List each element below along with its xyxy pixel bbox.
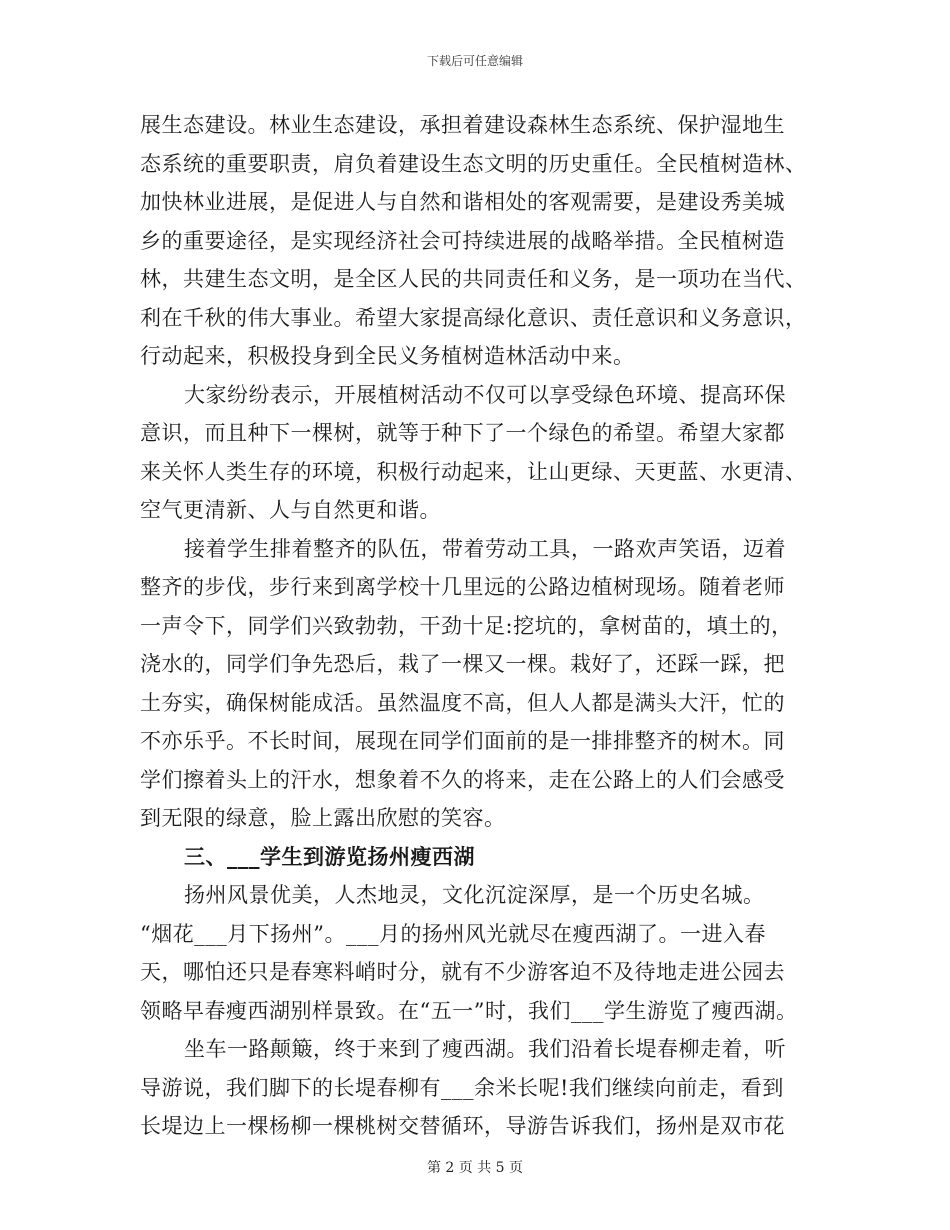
- text-line: 乡的重要途径，是实现经济社会可持续进展的战略举措。全民植树造: [140, 228, 785, 253]
- text-line: 大家纷纷表示，开展植树活动不仅可以享受绿色环境、提高环保: [184, 382, 786, 407]
- section-heading: 三、___学生到游览扬州瘦西湖: [184, 843, 475, 869]
- text-line: 土夯实，确保树能成活。虽然温度不高，但人人都是满头大汗，忙的: [140, 690, 785, 715]
- text-line: 不亦乐乎。不长时间，展现在同学们面前的是一排排整齐的树木。同: [140, 729, 785, 753]
- paragraph-yangzhou: [140, 876, 820, 1030]
- text-line: 行动起来，积极投身到全民义务植树造林活动中来。: [140, 344, 635, 368]
- paragraph-ecology: [140, 106, 820, 376]
- text-line: “烟花___月下扬州”。___月的扬州风光就尽在瘦西湖了。一进入春: [140, 921, 766, 946]
- document-body: [140, 106, 820, 1146]
- text-line: 意识，而且种下一棵树，就等于种下了一个绿色的希望。希望大家都: [140, 421, 785, 445]
- text-line: 利在千秋的伟大事业。希望大家提高绿化意识、责任意识和义务意识，: [140, 305, 807, 330]
- text-line: 展生态建设。林业生态建设，承担着建设森林生态系统、保护湿地生: [140, 113, 785, 137]
- text-line: 学们擦着头上的汗水，想象着不久的将来，走在公路上的人们会感受: [140, 767, 785, 792]
- text-line: 空气更清新、人与自然更和谐。: [140, 498, 441, 522]
- text-line: 接着学生排着整齐的队伍，带着劳动工具，一路欢声笑语，迈着: [184, 536, 786, 561]
- text-line: 导游说，我们脚下的长堤春柳有___余米长呢!我们继续向前走，看到: [140, 1075, 784, 1100]
- text-line: 扬州风景优美，人杰地灵，文化沉淀深厚，是一个历史名城。: [184, 883, 765, 907]
- text-line: 一声令下，同学们兴致勃勃，干劲十足:挖坑的，拿树苗的，填土的，: [140, 613, 793, 638]
- text-line: 坐车一路颠簸，终于来到了瘦西湖。我们沿着长堤春柳走着，听: [184, 1037, 786, 1061]
- paragraph-slender-west-lake: [140, 1030, 820, 1146]
- text-line: 林，共建生态文明，是全区人民的共同责任和义务，是一项功在当代、: [140, 267, 807, 291]
- text-line: 态系统的重要职责，肩负着建设生态文明的历史重任。全民植树造林、: [140, 151, 807, 176]
- text-line: 来关怀人类生存的环境，积极行动起来，让山更绿、天更蓝、水更清、: [140, 459, 807, 484]
- text-line: 长堤边上一棵杨柳一棵桃树交替循环，导游告诉我们，扬州是双市花: [140, 1114, 785, 1138]
- paragraph-response: [140, 376, 820, 530]
- text-line: 到无限的绿意，脸上露出欣慰的笑容。: [140, 806, 506, 830]
- text-line: 领略早春瘦西湖别样景致。在“五一”时，我们___学生游览了瘦西湖。: [140, 998, 798, 1023]
- page-number-footer: 第 2 页 共 5 页: [426, 1160, 524, 1176]
- text-line: 天，哪怕还只是春寒料峭时分，就有不少游客迫不及待地走进公园去: [140, 960, 785, 984]
- page-header: 下载后可任意编辑: [426, 54, 523, 68]
- text-line: 浇水的，同学们争先恐后，栽了一棵又一棵。栽好了，还踩一踩，把: [140, 652, 785, 676]
- text-line: 加快林业进展，是促进人与自然和谐相处的客观需要，是建设秀美城: [140, 190, 785, 214]
- paragraph-planting: [140, 530, 820, 838]
- text-line: 整齐的步伐，步行来到离学校十几里远的公路边植树现场。随着老师: [140, 575, 785, 599]
